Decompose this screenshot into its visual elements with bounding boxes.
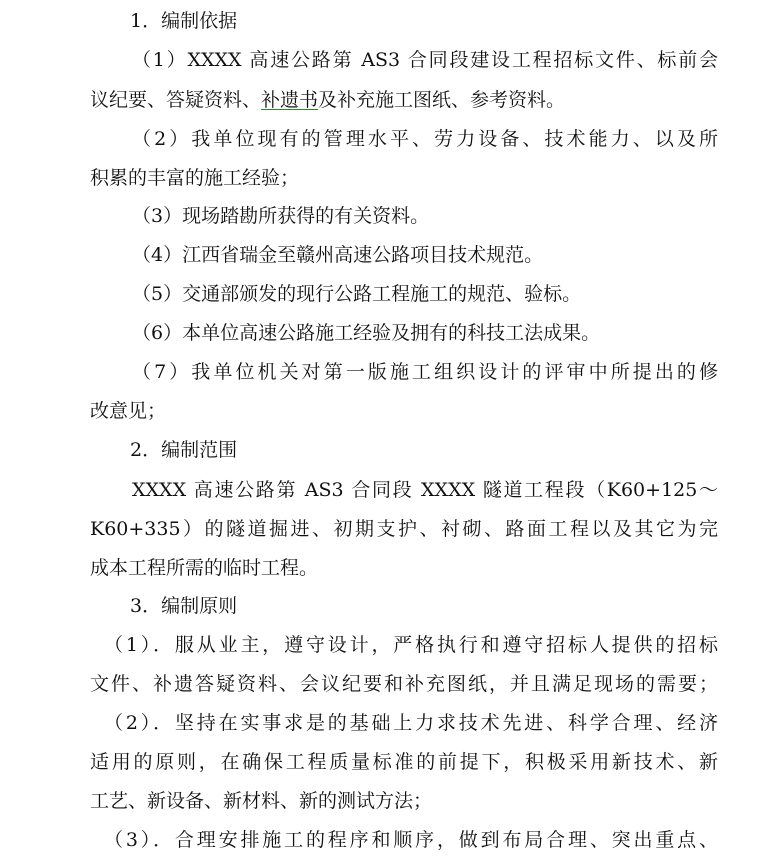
basis-item-2-line-1: （2）我单位现有的管理水平、劳力设备、技术能力、以及所 xyxy=(132,128,718,150)
principle-2-line-2: 适用的原则，在确保工程质量标准的前提下，积极采用新技术、新 xyxy=(90,751,718,773)
principle-3-line-1: （3）．合理安排施工的程序和顺序，做到布局合理、突出重点、 xyxy=(104,829,718,851)
basis-item-1-line-2 xyxy=(90,86,565,114)
basis-item-1-line-1: （1）XXXX 高速公路第 AS3 合同段建设工程招标文件、标前会 xyxy=(132,49,718,71)
basis-item-1-underlined-term: 补遗书 xyxy=(261,89,319,111)
scope-line-3: 成本工程所需的临时工程。 xyxy=(90,557,319,579)
section-heading-principles: 3．编制原则 xyxy=(130,595,238,617)
section-heading-basis: 1．编制依据 xyxy=(130,10,238,32)
basis-item-5: （5）交通部颁发的现行公路工程施工的规范、验标。 xyxy=(132,283,582,305)
scope-line-1: XXXX 高速公路第 AS3 合同段 XXXX 隧道工程段（K60+125～ xyxy=(132,479,718,501)
basis-item-6: （6）本单位高速公路施工经验及拥有的科技工法成果。 xyxy=(132,322,601,344)
basis-item-1-text-b: 及补充施工图纸、参考资料。 xyxy=(318,89,566,111)
basis-item-3: （3）现场踏勘所获得的有关资料。 xyxy=(132,205,430,227)
basis-item-7-line-2: 改意见； xyxy=(90,400,167,422)
section-heading-scope: 2．编制范围 xyxy=(130,439,238,461)
basis-item-7-line-1: （7）我单位机关对第一版施工组织设计的评审中所提出的修 xyxy=(132,361,718,383)
principle-1-line-1: （1）．服从业主，遵守设计，严格执行和遵守招标人提供的招标 xyxy=(104,634,718,656)
basis-item-4: （4）江西省瑞金至赣州高速公路项目技术规范。 xyxy=(132,244,544,266)
principle-2-line-3: 工艺、新设备、新材料、新的测试方法； xyxy=(90,790,433,812)
principle-1-line-2: 文件、补遗答疑资料、会议纪要和补充图纸，并且满足现场的需要； xyxy=(90,673,718,695)
principle-2-line-1: （2）．坚持在实事求是的基础上力求技术先进、科学合理、经济 xyxy=(104,712,718,734)
scope-line-2: K60+335）的隧道掘进、初期支护、衬砌、路面工程以及其它为完 xyxy=(90,518,718,540)
basis-item-1-text-a: 议纪要、答疑资料、 xyxy=(90,89,262,111)
basis-item-2-line-2: 积累的丰富的施工经验； xyxy=(90,167,300,189)
